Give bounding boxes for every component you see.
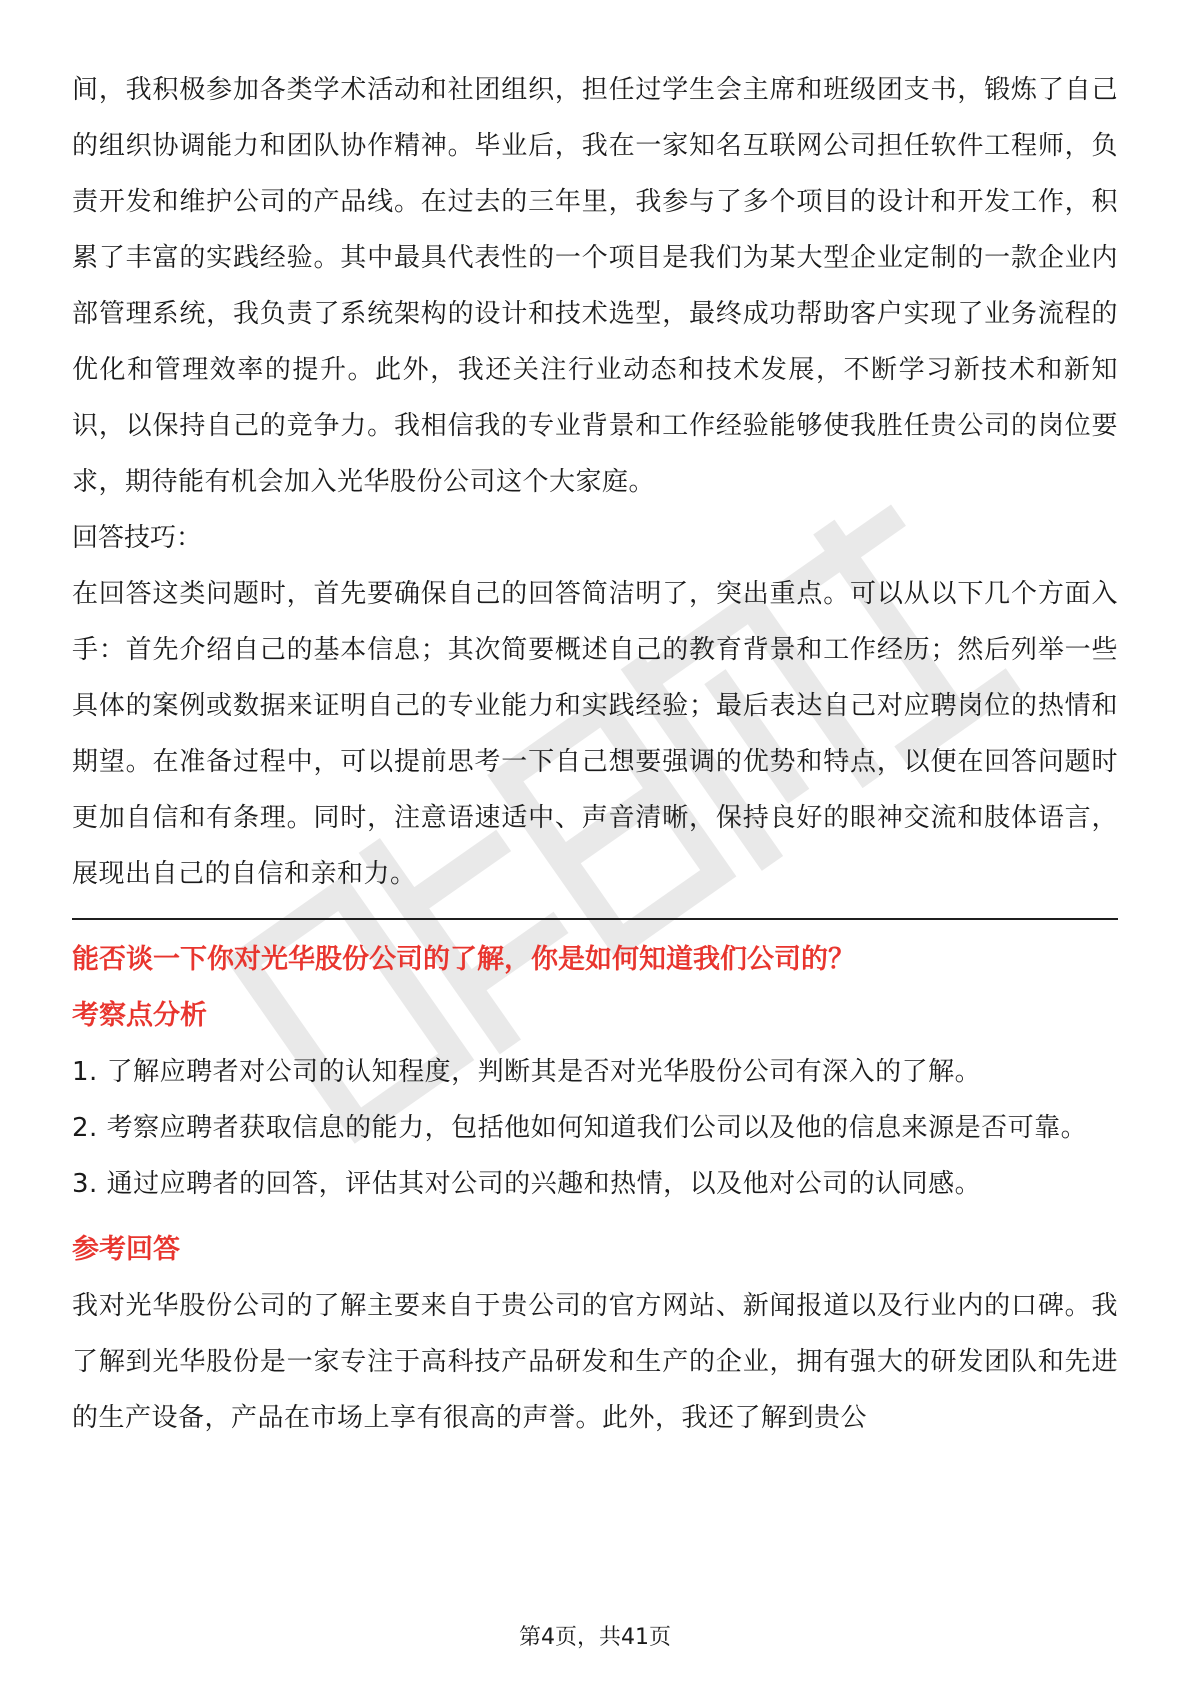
page-content: [72, 62, 1118, 1446]
tips-paragraph: 在回答这类问题时，首先要确保自己的回答简洁明了，突出重点。可以从以下几个方面入手：首先介绍自己的基本信息；其次简要概述自己的教育背景和工作经历；然后列举一些具体的案例或数据来证明自己的专业能力和实践经验；最后表达自己对应聘岗位的热情和期望。在准备过程中，可以提前思考一下自己想要强调的优势和特点，以便在回答问题时更加自信和有条理。同时，注意语速适中、声音清晰，保持良好的眼神交流和肢体语言，展现出自己的自信和亲和力。: [72, 579, 1118, 889]
analysis-item-1: 1. 了解应聘者对公司的认知程度，判断其是否对光华股份公司有深入的了解。: [72, 1057, 982, 1087]
page-number-footer: 第4页，共41页: [519, 1625, 671, 1650]
section-divider: [72, 918, 1118, 920]
tips-label: 回答技巧：: [72, 523, 203, 553]
intro-paragraph: 间，我积极参加各类学术活动和社团组织，担任过学生会主席和班级团支书，锻炼了自己的组织协调能力和团队协作精神。毕业后，我在一家知名互联网公司担任软件工程师，负责开发和维护公司的产品线。在过去的三年里，我参与了多个项目的设计和开发工作，积累了丰富的实践经验。其中最具代表性的一个项目是我们为某大型企业定制的一款企业内部管理系统，我负责了系统架构的设计和技术选型，最终成功帮助客户实现了业务流程的优化和管理效率的提升。此外，我还关注行业动态和技术发展，不断学习新技术和新知识，以保持自己的竞争力。我相信我的专业背景和工作经验能够使我胜任贵公司的岗位要求，期待能有机会加入光华股份公司这个大家庭。: [72, 75, 1118, 497]
analysis-item-2: 2. 考察应聘者获取信息的能力，包括他如何知道我们公司以及他的信息来源是否可靠。: [72, 1113, 1088, 1143]
analysis-title: 考察点分析: [72, 1000, 207, 1031]
reference-title: 参考回答: [72, 1234, 180, 1265]
reference-paragraph: 我对光华股份公司的了解主要来自于贵公司的官方网站、新闻报道以及行业内的口碑。我了解到光华股份是一家专注于高科技产品研发和生产的企业，拥有强大的研发团队和先进的生产设备，产品在市场上享有很高的声誉。此外，我还了解到贵公: [72, 1291, 1118, 1433]
question-heading: 能否谈一下你对光华股份公司的了解，你是如何知道我们公司的？: [72, 944, 855, 975]
analysis-item-3: 3. 通过应聘者的回答，评估其对公司的兴趣和热情，以及他对公司的认同感。: [72, 1169, 982, 1199]
